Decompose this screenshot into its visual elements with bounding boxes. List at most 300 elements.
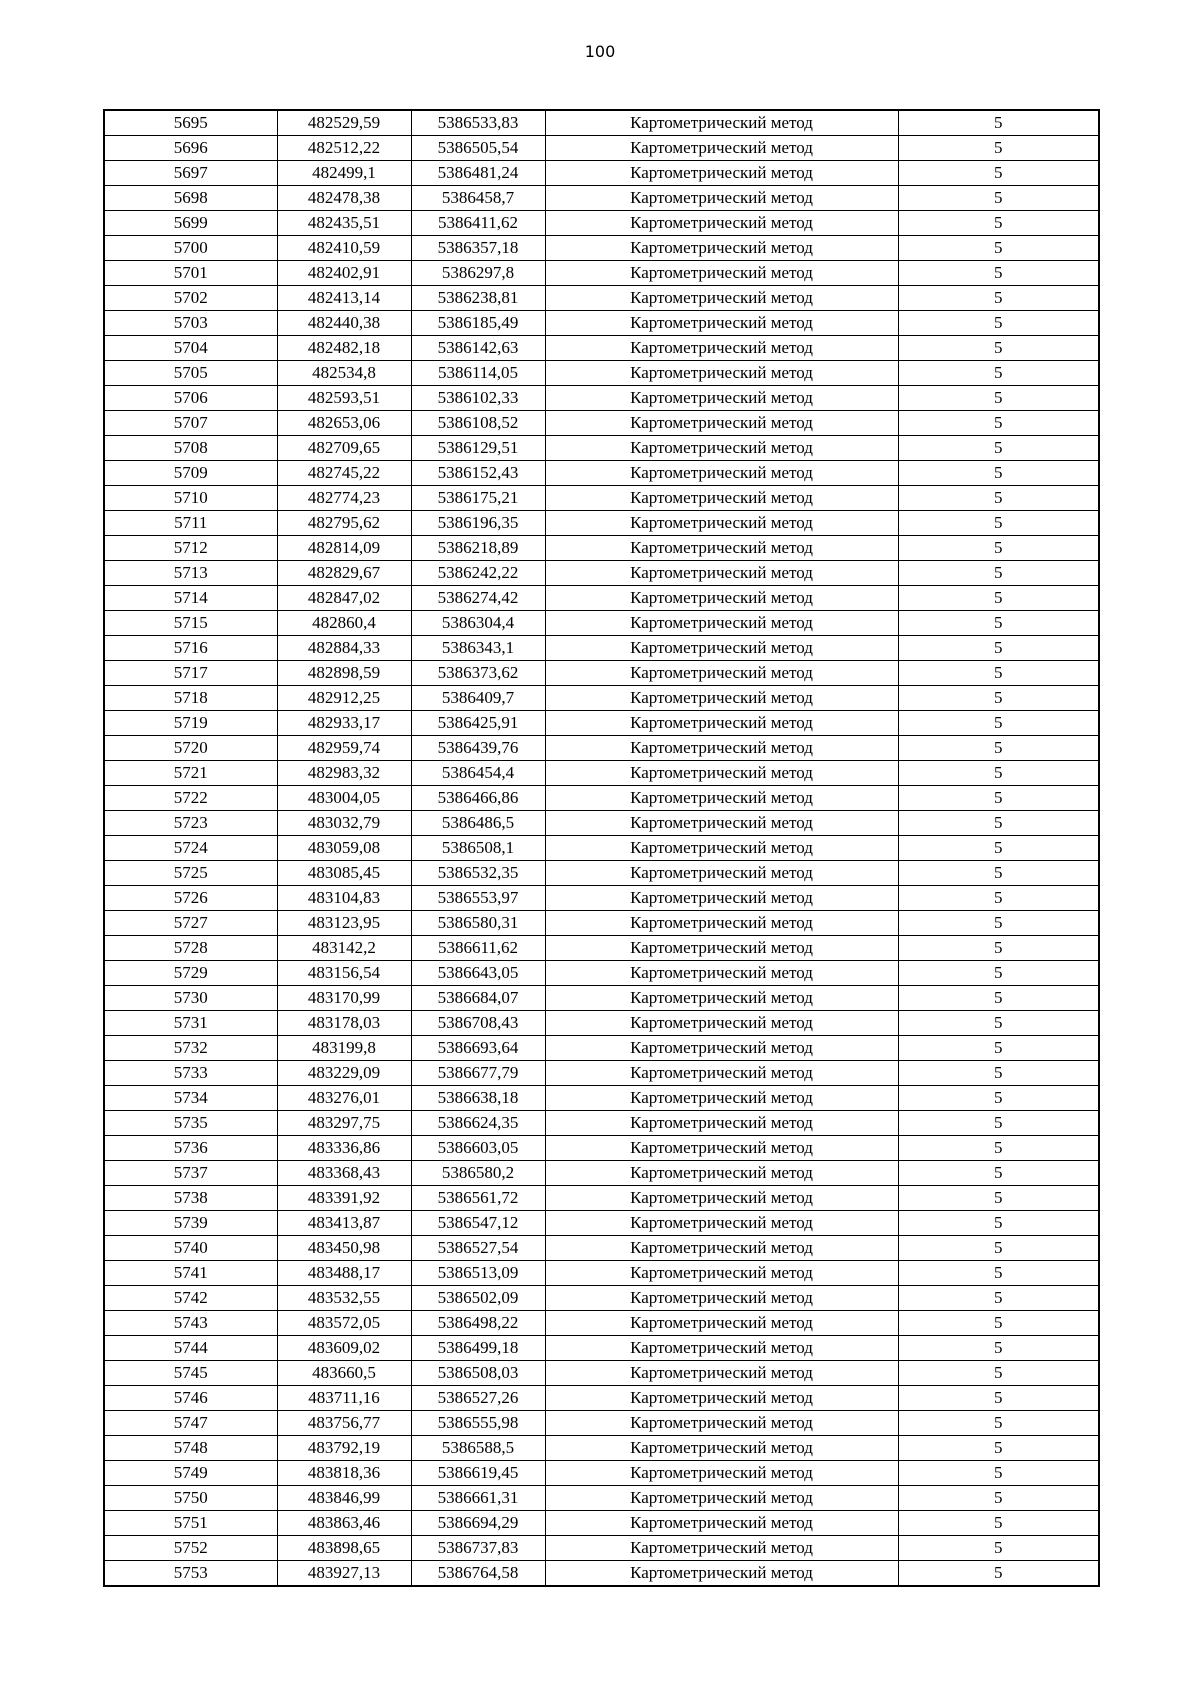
y-coordinate-cell: 5386638,18 (411, 1086, 545, 1111)
accuracy-cell: 5 (898, 1311, 1099, 1336)
x-coordinate-cell: 482478,38 (277, 186, 411, 211)
y-coordinate-cell: 5386439,76 (411, 736, 545, 761)
x-coordinate-cell: 483276,01 (277, 1086, 411, 1111)
x-coordinate-cell: 482529,59 (277, 110, 411, 136)
y-coordinate-cell: 5386527,54 (411, 1236, 545, 1261)
table-row (104, 1036, 1099, 1061)
method-cell: Картометрический метод (545, 811, 898, 836)
method-cell: Картометрический метод (545, 611, 898, 636)
accuracy-cell: 5 (898, 986, 1099, 1011)
method-cell: Картометрический метод (545, 786, 898, 811)
accuracy-cell: 5 (898, 1161, 1099, 1186)
accuracy-cell: 5 (898, 186, 1099, 211)
table-row (104, 836, 1099, 861)
method-cell: Картометрический метод (545, 1311, 898, 1336)
point-number-cell: 5747 (104, 1411, 277, 1436)
y-coordinate-cell: 5386357,18 (411, 236, 545, 261)
x-coordinate-cell: 483104,83 (277, 886, 411, 911)
y-coordinate-cell: 5386486,5 (411, 811, 545, 836)
method-cell: Картометрический метод (545, 1436, 898, 1461)
x-coordinate-cell: 482435,51 (277, 211, 411, 236)
table-row (104, 1061, 1099, 1086)
y-coordinate-cell: 5386694,29 (411, 1511, 545, 1536)
table-row (104, 661, 1099, 686)
point-number-cell: 5712 (104, 536, 277, 561)
method-cell: Картометрический метод (545, 311, 898, 336)
accuracy-cell: 5 (898, 961, 1099, 986)
method-cell: Картометрический метод (545, 661, 898, 686)
y-coordinate-cell: 5386580,31 (411, 911, 545, 936)
table-row (104, 1186, 1099, 1211)
table-row (104, 1111, 1099, 1136)
point-number-cell: 5724 (104, 836, 277, 861)
x-coordinate-cell: 483609,02 (277, 1336, 411, 1361)
method-cell: Картометрический метод (545, 110, 898, 136)
table-row (104, 411, 1099, 436)
method-cell: Картометрический метод (545, 1386, 898, 1411)
point-number-cell: 5738 (104, 1186, 277, 1211)
accuracy-cell: 5 (898, 286, 1099, 311)
y-coordinate-cell: 5386458,7 (411, 186, 545, 211)
accuracy-cell: 5 (898, 886, 1099, 911)
y-coordinate-cell: 5386218,89 (411, 536, 545, 561)
table-row (104, 211, 1099, 236)
y-coordinate-cell: 5386684,07 (411, 986, 545, 1011)
accuracy-cell: 5 (898, 336, 1099, 361)
accuracy-cell: 5 (898, 1136, 1099, 1161)
x-coordinate-cell: 483413,87 (277, 1211, 411, 1236)
accuracy-cell: 5 (898, 686, 1099, 711)
x-coordinate-cell: 483059,08 (277, 836, 411, 861)
coordinates-table (103, 109, 1100, 1587)
point-number-cell: 5700 (104, 236, 277, 261)
point-number-cell: 5704 (104, 336, 277, 361)
point-number-cell: 5703 (104, 311, 277, 336)
y-coordinate-cell: 5386238,81 (411, 286, 545, 311)
accuracy-cell: 5 (898, 261, 1099, 286)
point-number-cell: 5748 (104, 1436, 277, 1461)
table-row (104, 461, 1099, 486)
accuracy-cell: 5 (898, 636, 1099, 661)
table-row (104, 936, 1099, 961)
x-coordinate-cell: 482410,59 (277, 236, 411, 261)
method-cell: Картометрический метод (545, 1211, 898, 1236)
table-row (104, 1361, 1099, 1386)
accuracy-cell: 5 (898, 586, 1099, 611)
point-number-cell: 5707 (104, 411, 277, 436)
table-row (104, 886, 1099, 911)
method-cell: Картометрический метод (545, 1361, 898, 1386)
table-row (104, 911, 1099, 936)
y-coordinate-cell: 5386532,35 (411, 861, 545, 886)
point-number-cell: 5730 (104, 986, 277, 1011)
x-coordinate-cell: 483123,95 (277, 911, 411, 936)
table-row (104, 336, 1099, 361)
accuracy-cell: 5 (898, 711, 1099, 736)
x-coordinate-cell: 483792,19 (277, 1436, 411, 1461)
point-number-cell: 5723 (104, 811, 277, 836)
x-coordinate-cell: 483297,75 (277, 1111, 411, 1136)
method-cell: Картометрический метод (545, 911, 898, 936)
point-number-cell: 5716 (104, 636, 277, 661)
table-row (104, 1136, 1099, 1161)
method-cell: Картометрический метод (545, 411, 898, 436)
accuracy-cell: 5 (898, 761, 1099, 786)
method-cell: Картометрический метод (545, 686, 898, 711)
y-coordinate-cell: 5386527,26 (411, 1386, 545, 1411)
table-row (104, 961, 1099, 986)
method-cell: Картометрический метод (545, 1186, 898, 1211)
method-cell: Картометрический метод (545, 211, 898, 236)
y-coordinate-cell: 5386588,5 (411, 1436, 545, 1461)
x-coordinate-cell: 483004,05 (277, 786, 411, 811)
accuracy-cell: 5 (898, 1186, 1099, 1211)
method-cell: Картометрический метод (545, 236, 898, 261)
method-cell: Картометрический метод (545, 1461, 898, 1486)
point-number-cell: 5701 (104, 261, 277, 286)
method-cell: Картометрический метод (545, 986, 898, 1011)
accuracy-cell: 5 (898, 1286, 1099, 1311)
table-row (104, 186, 1099, 211)
method-cell: Картометрический метод (545, 636, 898, 661)
table-row (104, 986, 1099, 1011)
accuracy-cell: 5 (898, 1111, 1099, 1136)
x-coordinate-cell: 482402,91 (277, 261, 411, 286)
table-row (104, 586, 1099, 611)
table-row (104, 1261, 1099, 1286)
point-number-cell: 5743 (104, 1311, 277, 1336)
table-row (104, 1286, 1099, 1311)
accuracy-cell: 5 (898, 1386, 1099, 1411)
x-coordinate-cell: 482774,23 (277, 486, 411, 511)
method-cell: Картометрический метод (545, 536, 898, 561)
x-coordinate-cell: 483532,55 (277, 1286, 411, 1311)
point-number-cell: 5726 (104, 886, 277, 911)
method-cell: Картометрический метод (545, 386, 898, 411)
accuracy-cell: 5 (898, 461, 1099, 486)
accuracy-cell: 5 (898, 1236, 1099, 1261)
method-cell: Картометрический метод (545, 511, 898, 536)
x-coordinate-cell: 483368,43 (277, 1161, 411, 1186)
point-number-cell: 5732 (104, 1036, 277, 1061)
accuracy-cell: 5 (898, 661, 1099, 686)
method-cell: Картометрический метод (545, 961, 898, 986)
point-number-cell: 5741 (104, 1261, 277, 1286)
y-coordinate-cell: 5386498,22 (411, 1311, 545, 1336)
page-number: 100 (584, 42, 616, 61)
y-coordinate-cell: 5386373,62 (411, 661, 545, 686)
x-coordinate-cell: 483846,99 (277, 1486, 411, 1511)
accuracy-cell: 5 (898, 110, 1099, 136)
table-row (104, 1411, 1099, 1436)
method-cell: Картометрический метод (545, 161, 898, 186)
accuracy-cell: 5 (898, 1536, 1099, 1561)
x-coordinate-cell: 483863,46 (277, 1511, 411, 1536)
point-number-cell: 5720 (104, 736, 277, 761)
table-row (104, 736, 1099, 761)
table-row (104, 1486, 1099, 1511)
y-coordinate-cell: 5386454,4 (411, 761, 545, 786)
point-number-cell: 5744 (104, 1336, 277, 1361)
y-coordinate-cell: 5386481,24 (411, 161, 545, 186)
accuracy-cell: 5 (898, 1411, 1099, 1436)
method-cell: Картометрический метод (545, 1261, 898, 1286)
accuracy-cell: 5 (898, 1011, 1099, 1036)
y-coordinate-cell: 5386114,05 (411, 361, 545, 386)
x-coordinate-cell: 483660,5 (277, 1361, 411, 1386)
method-cell: Картометрический метод (545, 836, 898, 861)
y-coordinate-cell: 5386297,8 (411, 261, 545, 286)
method-cell: Картометрический метод (545, 1086, 898, 1111)
method-cell: Картометрический метод (545, 1336, 898, 1361)
table-row (104, 261, 1099, 286)
method-cell: Картометрический метод (545, 436, 898, 461)
table-row (104, 536, 1099, 561)
table-row (104, 1461, 1099, 1486)
x-coordinate-cell: 483156,54 (277, 961, 411, 986)
x-coordinate-cell: 483178,03 (277, 1011, 411, 1036)
x-coordinate-cell: 483336,86 (277, 1136, 411, 1161)
method-cell: Картометрический метод (545, 1561, 898, 1587)
accuracy-cell: 5 (898, 786, 1099, 811)
y-coordinate-cell: 5386196,35 (411, 511, 545, 536)
accuracy-cell: 5 (898, 811, 1099, 836)
x-coordinate-cell: 482898,59 (277, 661, 411, 686)
y-coordinate-cell: 5386708,43 (411, 1011, 545, 1036)
point-number-cell: 5742 (104, 1286, 277, 1311)
y-coordinate-cell: 5386737,83 (411, 1536, 545, 1561)
x-coordinate-cell: 482413,14 (277, 286, 411, 311)
point-number-cell: 5753 (104, 1561, 277, 1587)
point-number-cell: 5696 (104, 136, 277, 161)
x-coordinate-cell: 482709,65 (277, 436, 411, 461)
y-coordinate-cell: 5386553,97 (411, 886, 545, 911)
point-number-cell: 5746 (104, 1386, 277, 1411)
table-row (104, 811, 1099, 836)
point-number-cell: 5727 (104, 911, 277, 936)
y-coordinate-cell: 5386129,51 (411, 436, 545, 461)
x-coordinate-cell: 482959,74 (277, 736, 411, 761)
y-coordinate-cell: 5386102,33 (411, 386, 545, 411)
table-row (104, 386, 1099, 411)
y-coordinate-cell: 5386611,62 (411, 936, 545, 961)
accuracy-cell: 5 (898, 861, 1099, 886)
method-cell: Картометрический метод (545, 1036, 898, 1061)
accuracy-cell: 5 (898, 936, 1099, 961)
point-number-cell: 5734 (104, 1086, 277, 1111)
method-cell: Картометрический метод (545, 136, 898, 161)
x-coordinate-cell: 482795,62 (277, 511, 411, 536)
y-coordinate-cell: 5386603,05 (411, 1136, 545, 1161)
y-coordinate-cell: 5386661,31 (411, 1486, 545, 1511)
accuracy-cell: 5 (898, 386, 1099, 411)
method-cell: Картометрический метод (545, 1011, 898, 1036)
x-coordinate-cell: 483898,65 (277, 1536, 411, 1561)
accuracy-cell: 5 (898, 1211, 1099, 1236)
point-number-cell: 5710 (104, 486, 277, 511)
accuracy-cell: 5 (898, 1461, 1099, 1486)
table-row (104, 361, 1099, 386)
y-coordinate-cell: 5386533,83 (411, 110, 545, 136)
point-number-cell: 5749 (104, 1461, 277, 1486)
x-coordinate-cell: 483229,09 (277, 1061, 411, 1086)
accuracy-cell: 5 (898, 611, 1099, 636)
accuracy-cell: 5 (898, 1561, 1099, 1587)
point-number-cell: 5722 (104, 786, 277, 811)
y-coordinate-cell: 5386502,09 (411, 1286, 545, 1311)
accuracy-cell: 5 (898, 1486, 1099, 1511)
method-cell: Картометрический метод (545, 1511, 898, 1536)
method-cell: Картометрический метод (545, 736, 898, 761)
table-row (104, 711, 1099, 736)
accuracy-cell: 5 (898, 411, 1099, 436)
table-body (104, 110, 1099, 1586)
table-row (104, 1511, 1099, 1536)
x-coordinate-cell: 483032,79 (277, 811, 411, 836)
method-cell: Картометрический метод (545, 1061, 898, 1086)
point-number-cell: 5736 (104, 1136, 277, 1161)
method-cell: Картометрический метод (545, 1136, 898, 1161)
y-coordinate-cell: 5386643,05 (411, 961, 545, 986)
method-cell: Картометрический метод (545, 1411, 898, 1436)
table-row (104, 486, 1099, 511)
accuracy-cell: 5 (898, 1261, 1099, 1286)
x-coordinate-cell: 482829,67 (277, 561, 411, 586)
x-coordinate-cell: 483711,16 (277, 1386, 411, 1411)
point-number-cell: 5713 (104, 561, 277, 586)
table-row (104, 1561, 1099, 1587)
accuracy-cell: 5 (898, 536, 1099, 561)
point-number-cell: 5711 (104, 511, 277, 536)
x-coordinate-cell: 482534,8 (277, 361, 411, 386)
method-cell: Картометрический метод (545, 1536, 898, 1561)
y-coordinate-cell: 5386764,58 (411, 1561, 545, 1587)
method-cell: Картометрический метод (545, 486, 898, 511)
point-number-cell: 5697 (104, 161, 277, 186)
table-row (104, 1086, 1099, 1111)
x-coordinate-cell: 483927,13 (277, 1561, 411, 1587)
x-coordinate-cell: 483142,2 (277, 936, 411, 961)
y-coordinate-cell: 5386561,72 (411, 1186, 545, 1211)
x-coordinate-cell: 482884,33 (277, 636, 411, 661)
x-coordinate-cell: 482745,22 (277, 461, 411, 486)
point-number-cell: 5731 (104, 1011, 277, 1036)
y-coordinate-cell: 5386142,63 (411, 336, 545, 361)
method-cell: Картометрический метод (545, 336, 898, 361)
y-coordinate-cell: 5386425,91 (411, 711, 545, 736)
point-number-cell: 5709 (104, 461, 277, 486)
point-number-cell: 5733 (104, 1061, 277, 1086)
method-cell: Картометрический метод (545, 461, 898, 486)
method-cell: Картометрический метод (545, 1111, 898, 1136)
x-coordinate-cell: 483170,99 (277, 986, 411, 1011)
accuracy-cell: 5 (898, 1361, 1099, 1386)
accuracy-cell: 5 (898, 236, 1099, 261)
table-row (104, 1161, 1099, 1186)
table-row (104, 436, 1099, 461)
table-row (104, 636, 1099, 661)
table-row (104, 686, 1099, 711)
point-number-cell: 5751 (104, 1511, 277, 1536)
x-coordinate-cell: 482482,18 (277, 336, 411, 361)
table-row (104, 1336, 1099, 1361)
method-cell: Картометрический метод (545, 1486, 898, 1511)
table-row (104, 110, 1099, 136)
x-coordinate-cell: 482512,22 (277, 136, 411, 161)
accuracy-cell: 5 (898, 561, 1099, 586)
method-cell: Картометрический метод (545, 1286, 898, 1311)
table-row (104, 286, 1099, 311)
x-coordinate-cell: 482814,09 (277, 536, 411, 561)
y-coordinate-cell: 5386580,2 (411, 1161, 545, 1186)
point-number-cell: 5714 (104, 586, 277, 611)
table-row (104, 1236, 1099, 1261)
table-row (104, 511, 1099, 536)
y-coordinate-cell: 5386409,7 (411, 686, 545, 711)
x-coordinate-cell: 482440,38 (277, 311, 411, 336)
point-number-cell: 5695 (104, 110, 277, 136)
y-coordinate-cell: 5386185,49 (411, 311, 545, 336)
accuracy-cell: 5 (898, 436, 1099, 461)
y-coordinate-cell: 5386343,1 (411, 636, 545, 661)
accuracy-cell: 5 (898, 1061, 1099, 1086)
accuracy-cell: 5 (898, 736, 1099, 761)
point-number-cell: 5750 (104, 1486, 277, 1511)
point-number-cell: 5728 (104, 936, 277, 961)
x-coordinate-cell: 483450,98 (277, 1236, 411, 1261)
accuracy-cell: 5 (898, 161, 1099, 186)
y-coordinate-cell: 5386242,22 (411, 561, 545, 586)
method-cell: Картометрический метод (545, 936, 898, 961)
table-row (104, 761, 1099, 786)
accuracy-cell: 5 (898, 136, 1099, 161)
method-cell: Картометрический метод (545, 261, 898, 286)
point-number-cell: 5739 (104, 1211, 277, 1236)
accuracy-cell: 5 (898, 1336, 1099, 1361)
point-number-cell: 5721 (104, 761, 277, 786)
point-number-cell: 5718 (104, 686, 277, 711)
table-row (104, 161, 1099, 186)
point-number-cell: 5705 (104, 361, 277, 386)
x-coordinate-cell: 482933,17 (277, 711, 411, 736)
table-row (104, 136, 1099, 161)
table-row (104, 1211, 1099, 1236)
table-row (104, 1536, 1099, 1561)
x-coordinate-cell: 483199,8 (277, 1036, 411, 1061)
x-coordinate-cell: 482593,51 (277, 386, 411, 411)
method-cell: Картометрический метод (545, 361, 898, 386)
method-cell: Картометрический метод (545, 586, 898, 611)
point-number-cell: 5719 (104, 711, 277, 736)
x-coordinate-cell: 483085,45 (277, 861, 411, 886)
x-coordinate-cell: 482653,06 (277, 411, 411, 436)
table-row (104, 311, 1099, 336)
point-number-cell: 5725 (104, 861, 277, 886)
accuracy-cell: 5 (898, 836, 1099, 861)
table-row (104, 1386, 1099, 1411)
method-cell: Картометрический метод (545, 186, 898, 211)
method-cell: Картометрический метод (545, 1161, 898, 1186)
accuracy-cell: 5 (898, 1511, 1099, 1536)
y-coordinate-cell: 5386304,4 (411, 611, 545, 636)
accuracy-cell: 5 (898, 486, 1099, 511)
table-row (104, 561, 1099, 586)
point-number-cell: 5735 (104, 1111, 277, 1136)
method-cell: Картометрический метод (545, 711, 898, 736)
table-row (104, 611, 1099, 636)
x-coordinate-cell: 482860,4 (277, 611, 411, 636)
table-row (104, 861, 1099, 886)
